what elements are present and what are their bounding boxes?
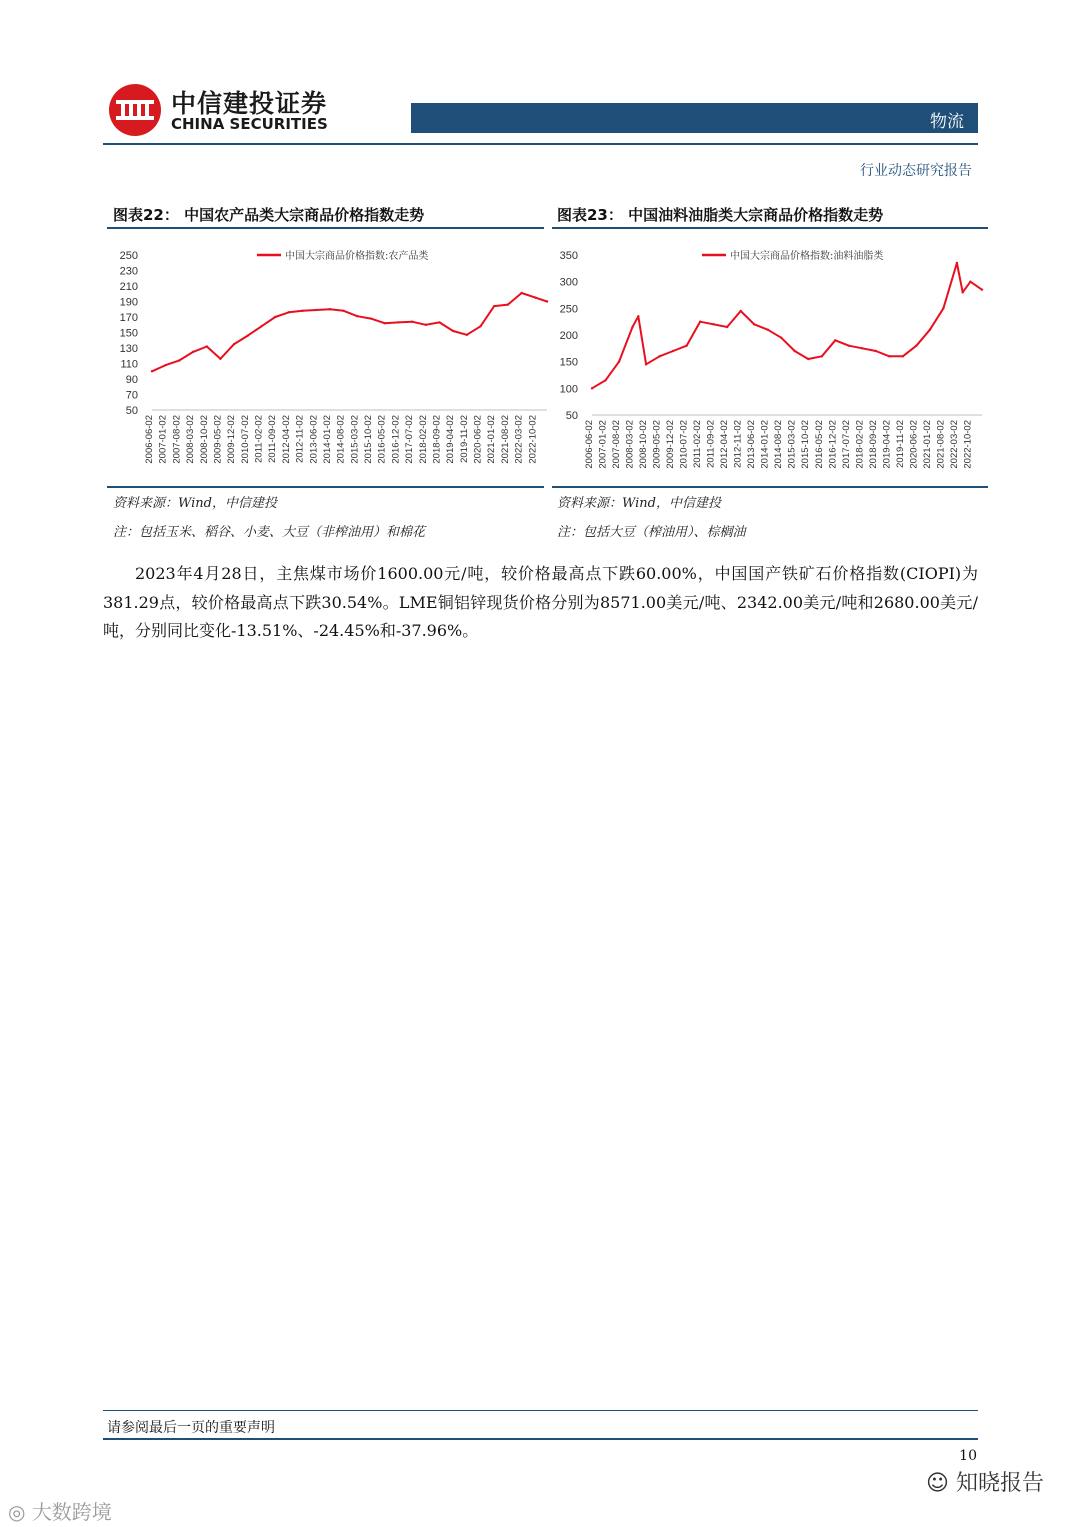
- data-point: [507, 303, 509, 305]
- data-point: [834, 339, 836, 341]
- x-tick-label: 2018-02-02: [854, 420, 866, 469]
- x-tick-label: 2021-01-02: [486, 415, 498, 464]
- data-point: [370, 317, 372, 319]
- data-point: [546, 300, 548, 302]
- x-tick-label: 2021-08-02: [935, 420, 947, 469]
- data-point: [672, 350, 674, 352]
- report-type: 行业动态研究报告: [860, 163, 972, 179]
- y-tick-label: 200: [559, 330, 578, 342]
- data-point: [466, 334, 468, 336]
- y-tick-label: 150: [559, 356, 578, 369]
- x-tick-label: 2016-12-02: [390, 415, 402, 464]
- x-tick-label: 2012-04-02: [719, 420, 731, 469]
- y-tick-label: 190: [119, 296, 138, 309]
- data-point: [961, 291, 963, 293]
- x-tick-label: 2009-05-02: [212, 415, 224, 464]
- figure-22-bottom-rule: [107, 486, 544, 488]
- data-point: [699, 320, 701, 322]
- x-tick-label: 2021-08-02: [499, 415, 511, 464]
- x-tick-label: 2021-01-02: [921, 420, 933, 469]
- page-number: 10: [959, 1448, 977, 1464]
- figure-23-bottom-rule: [552, 486, 988, 488]
- body-paragraph: 2023年4月28日，主焦煤市场价1600.00元/吨，较价格最高点下跌60.00%，中国国产铁矿石价格指数(CIOPI)为381.29点，较价格最高点下跌30.54%。LME铜铝锌现货价格分别为8571.00美元/吨、2342.00美元/吨和2680.00美元/吨，分别同比变化-13.51%、-24.45%和-37.96%。: [103, 564, 978, 640]
- citic-logo-icon: [107, 82, 163, 138]
- x-tick-label: 2006-06-02: [144, 415, 155, 464]
- x-tick-label: 2013-06-02: [746, 420, 758, 469]
- figure-22-source: 资料来源：Wind，中信建投: [113, 496, 277, 511]
- data-point: [288, 311, 290, 313]
- data-point: [534, 296, 536, 298]
- x-tick-label: 2010-07-02: [239, 415, 251, 464]
- data-point: [942, 307, 944, 309]
- y-tick-label: 250: [119, 250, 138, 262]
- wechat-icon: ☺: [926, 1471, 949, 1496]
- data-point: [888, 355, 890, 357]
- data-point: [821, 355, 823, 357]
- x-tick-label: 2018-09-02: [431, 415, 443, 464]
- data-point: [753, 323, 755, 325]
- x-tick-label: 2006-06-02: [584, 420, 595, 469]
- footer-divider-top: [103, 1410, 978, 1411]
- data-point: [981, 288, 983, 290]
- data-point: [178, 359, 180, 361]
- x-tick-label: 2009-12-02: [226, 415, 238, 464]
- x-tick-label: 2012-04-02: [280, 415, 292, 464]
- x-tick-label: 2018-09-02: [867, 420, 879, 469]
- data-point: [739, 310, 741, 312]
- x-tick-label: 2011-09-02: [267, 415, 279, 463]
- data-point: [766, 328, 768, 330]
- data-point: [794, 350, 796, 352]
- y-tick-label: 210: [119, 281, 138, 293]
- data-point: [848, 344, 850, 346]
- data-point: [479, 325, 481, 327]
- x-tick-label: 2019-04-02: [881, 420, 893, 469]
- data-point: [520, 292, 522, 294]
- x-tick-label: 2022-03-02: [948, 420, 960, 469]
- data-point: [356, 315, 358, 317]
- watermark-right: [926, 1466, 1044, 1497]
- x-tick-label: 2014-08-02: [773, 420, 785, 469]
- data-point: [151, 370, 153, 372]
- data-point: [875, 350, 877, 352]
- sector-banner: [411, 103, 978, 133]
- x-tick-label: 2016-05-02: [376, 415, 388, 464]
- y-tick-label: 130: [119, 343, 138, 355]
- x-tick-label: 2017-07-02: [404, 415, 416, 464]
- footer-disclaimer: 请参阅最后一页的重要声明: [107, 1420, 275, 1436]
- figure-22-note: 注：包括玉米、稻谷、小麦、大豆（非榨油用）和棉花: [113, 525, 426, 540]
- y-tick-label: 230: [119, 265, 138, 278]
- data-point: [452, 330, 454, 332]
- data-point: [591, 387, 593, 389]
- x-tick-label: 2015-03-02: [349, 415, 361, 464]
- x-tick-label: 2008-03-02: [185, 415, 197, 464]
- series-line: [152, 293, 547, 371]
- y-tick-label: 170: [119, 312, 138, 324]
- legend-label: 中国大宗商品价格指数:农产品类: [285, 251, 429, 262]
- y-tick-label: 110: [120, 358, 138, 371]
- data-point: [301, 310, 303, 312]
- data-point: [780, 336, 782, 338]
- y-tick-label: 100: [559, 383, 578, 396]
- figure-22-title: 图表22： 中国农产品类大宗商品价格指数走势: [113, 206, 425, 224]
- sector-label: 物流: [930, 112, 964, 132]
- data-point: [315, 309, 317, 311]
- data-point: [604, 379, 606, 381]
- data-point: [902, 355, 904, 357]
- logo-english-name: CHINA SECURITIES: [171, 115, 328, 133]
- x-tick-label: 2015-03-02: [786, 420, 798, 469]
- data-point: [274, 316, 276, 318]
- figure-22-chart: [107, 235, 552, 485]
- x-tick-label: 2013-06-02: [308, 415, 320, 464]
- watermark-right-text: 知晓报告: [955, 1471, 1044, 1496]
- data-point: [915, 344, 917, 346]
- x-tick-label: 2014-01-02: [321, 415, 333, 464]
- x-tick-label: 2011-02-02: [253, 415, 265, 463]
- header-divider: [103, 143, 978, 145]
- x-tick-label: 2022-10-02: [962, 420, 974, 469]
- x-tick-label: 2007-08-02: [611, 420, 623, 469]
- x-tick-label: 2018-02-02: [417, 415, 429, 464]
- data-point: [637, 315, 639, 317]
- data-point: [425, 324, 427, 326]
- data-point: [233, 343, 235, 345]
- data-point: [631, 326, 633, 328]
- x-tick-label: 2007-01-02: [157, 415, 169, 464]
- x-tick-label: 2016-12-02: [827, 420, 839, 469]
- y-tick-label: 70: [125, 389, 138, 402]
- x-tick-label: 2012-11-02: [294, 415, 306, 463]
- x-tick-label: 2011-09-02: [705, 420, 717, 468]
- data-point: [658, 355, 660, 357]
- x-tick-label: 2007-08-02: [171, 415, 183, 464]
- x-tick-label: 2015-10-02: [363, 415, 375, 464]
- x-tick-label: 2014-01-02: [759, 420, 771, 469]
- x-tick-label: 2008-03-02: [624, 420, 636, 469]
- x-tick-label: 2009-12-02: [665, 420, 677, 469]
- x-tick-label: 2016-05-02: [813, 420, 825, 469]
- data-point: [164, 364, 166, 366]
- data-point: [329, 308, 331, 310]
- y-tick-label: 50: [565, 410, 578, 422]
- y-tick-label: 350: [559, 250, 578, 262]
- data-point: [219, 358, 221, 360]
- data-point: [712, 323, 714, 325]
- x-tick-label: 2015-10-02: [800, 420, 812, 469]
- y-tick-label: 300: [559, 276, 578, 289]
- figure-22-top-rule: [107, 227, 544, 229]
- data-point: [807, 358, 809, 360]
- x-tick-label: 2009-05-02: [651, 420, 663, 469]
- x-tick-label: 2014-08-02: [335, 415, 347, 464]
- data-point: [397, 321, 399, 323]
- data-point: [618, 360, 620, 362]
- logo-chinese-name: 中信建投证券: [171, 89, 328, 118]
- x-tick-label: 2020-06-02: [472, 415, 484, 464]
- x-tick-label: 2007-01-02: [597, 420, 609, 469]
- watermark-left: [8, 1496, 112, 1525]
- figure-23-title: 图表23： 中国油料油脂类大宗商品价格指数走势: [557, 206, 884, 224]
- figure-23-note: 注：包括大豆（榨油用）、棕榈油: [557, 525, 746, 540]
- data-point: [342, 310, 344, 312]
- figure-23-source: 资料来源：Wind，中信建投: [557, 496, 721, 511]
- figure-23-chart: [552, 235, 988, 485]
- x-tick-label: 2011-02-02: [692, 420, 704, 468]
- brand-icon: ◎: [8, 1500, 26, 1524]
- data-point: [247, 334, 249, 336]
- x-tick-label: 2020-06-02: [908, 420, 920, 469]
- y-tick-label: 90: [125, 374, 138, 386]
- data-point: [726, 326, 728, 328]
- data-point: [929, 328, 931, 330]
- x-tick-label: 2019-04-02: [445, 415, 457, 464]
- x-tick-label: 2022-10-02: [527, 415, 539, 464]
- series-line: [592, 263, 982, 388]
- data-point: [438, 321, 440, 323]
- company-logo: [107, 80, 347, 140]
- x-tick-label: 2010-07-02: [678, 420, 690, 469]
- figure-23-top-rule: [552, 227, 988, 229]
- x-tick-label: 2008-10-02: [638, 420, 650, 469]
- data-point: [685, 344, 687, 346]
- x-tick-label: 2017-07-02: [840, 420, 852, 469]
- legend-label: 中国大宗商品价格指数:油料油脂类: [730, 251, 884, 262]
- x-tick-label: 2019-11-02: [894, 420, 906, 468]
- x-tick-label: 2008-10-02: [198, 415, 210, 464]
- data-point: [192, 351, 194, 353]
- data-point: [260, 325, 262, 327]
- data-point: [861, 347, 863, 349]
- x-tick-label: 2019-11-02: [458, 415, 470, 463]
- body-section: [103, 560, 978, 646]
- x-tick-label: 2012-11-02: [732, 420, 744, 468]
- watermark-left-text: 大数跨境: [31, 1500, 112, 1524]
- y-tick-label: 50: [125, 405, 138, 417]
- y-tick-label: 150: [119, 327, 138, 340]
- data-point: [645, 363, 647, 365]
- data-point: [411, 320, 413, 322]
- data-point: [383, 322, 385, 324]
- x-tick-label: 2022-03-02: [513, 415, 525, 464]
- data-point: [969, 280, 971, 282]
- footer-divider-bottom: [103, 1438, 978, 1440]
- data-point: [493, 305, 495, 307]
- y-tick-label: 250: [559, 303, 578, 316]
- data-point: [956, 262, 958, 264]
- data-point: [206, 345, 208, 347]
